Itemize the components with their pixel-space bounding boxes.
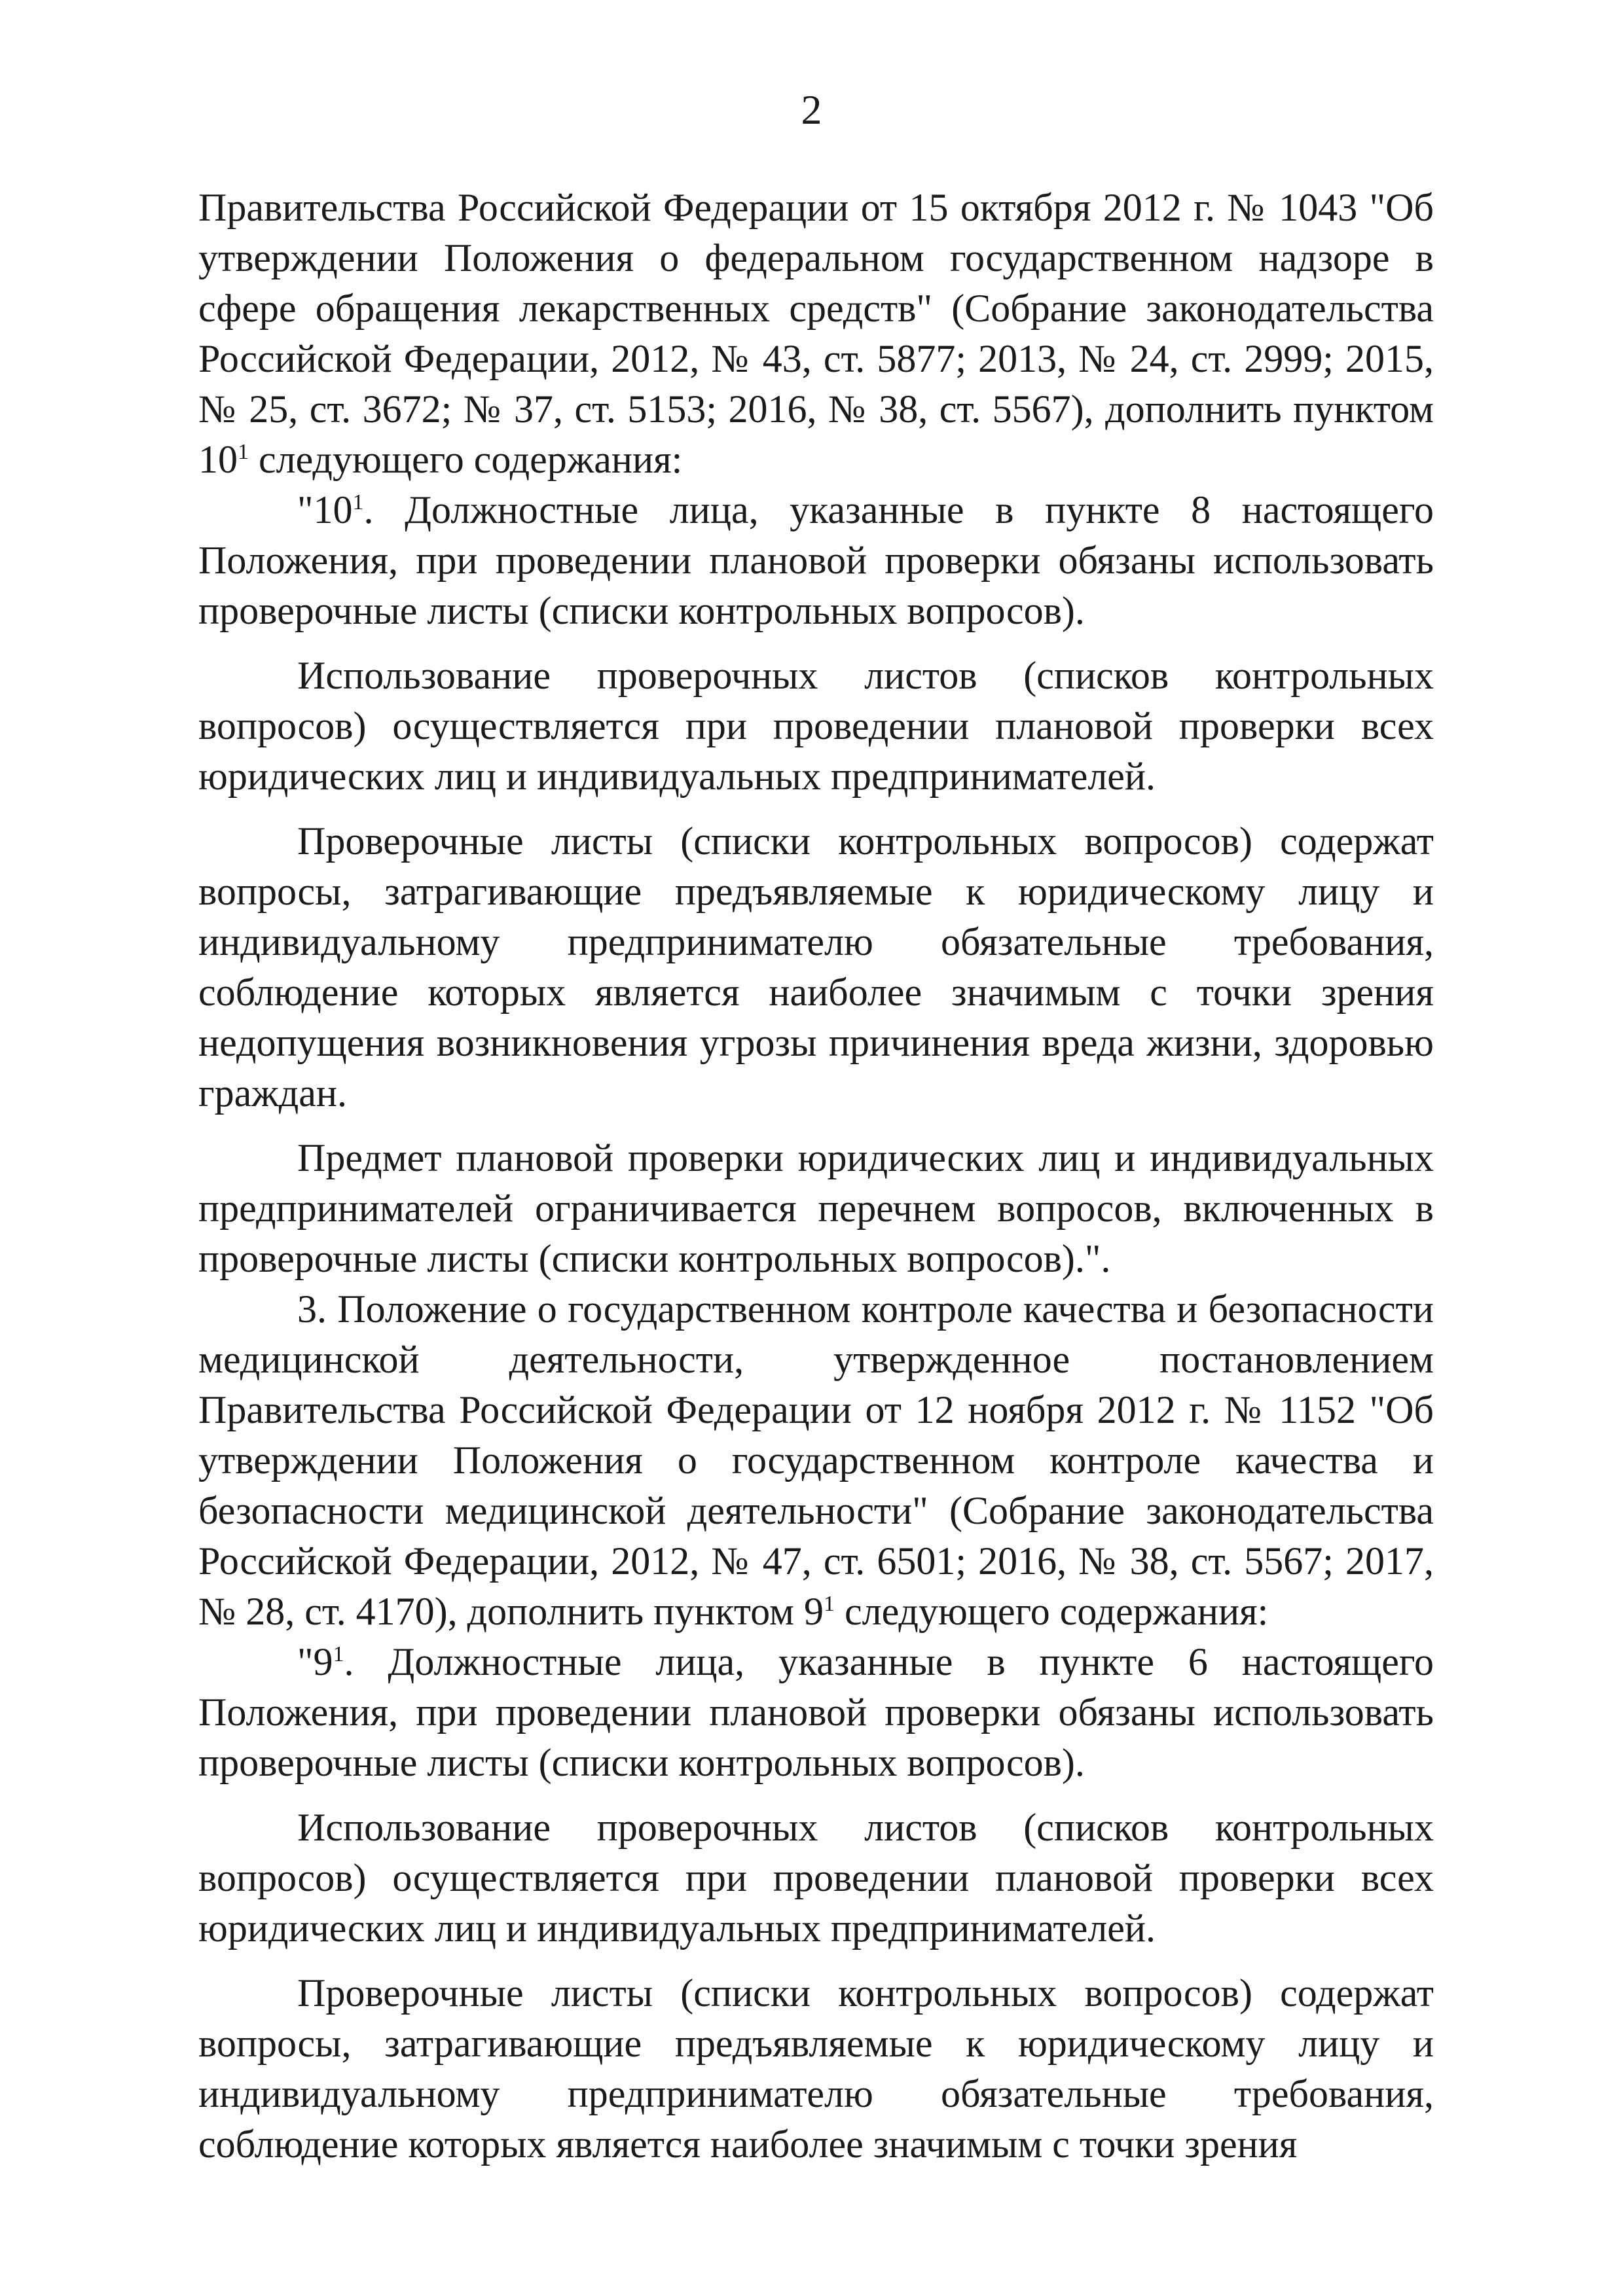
page-number: 2 <box>801 86 822 133</box>
superscript: 1 <box>333 1642 344 1666</box>
paragraph-checklists-content-1: Проверочные листы (списки контрольных вопросов) содержат вопросы, затрагивающие предъявляемые к юридическому лицу и индивидуальному предпринимателю обязательные требования, соблюдение которых является наиболее значимым с точки зрения недопущения возникновения угрозы причинения вреда жизни, здоровью граждан. <box>198 819 1434 1115</box>
paragraph-point-9-1: "$9^1$. Должностные лица, указанные в пункте 6 настоящего Положения, при проведении плановой проверки обязаны использовать проверочные листы (списки контрольных вопросов). <box>198 1640 1434 1784</box>
paragraph-item-3: 3. Положение о государственном контроле качества и безопасности медицинской деятельности, утвержденное постановлением Правительства Российской Федерации от 12 ноября 2012 г. № 1152 "Об утверждении Положения о государственном контроле качества и безопасности медицинской деятельности" (Собрание законодательства Российской Федерации, 2012, № 47, ст. 6501; 2016, № 38, ст. 5567; 2017, № 28, ст. 4170), дополнить пунктом $9^1$ следующего содержания: <box>198 1287 1434 1633</box>
paragraph-usage-2: Использование проверочных листов (списков контрольных вопросов) осуществляется при проведении плановой проверки всех юридических лиц и индивидуальных предпринимателей. <box>198 1806 1434 1950</box>
paragraph-intro-continuation: Правительства Российской Федерации от 15 октября 2012 г. № 1043 "Об утверждении Положения о федеральном государственном надзоре в сфере обращения лекарственных средств" (Собрание законодательства Российской Федерации, 2012, № 43, ст. 5877; 2013, № 24, ст. 2999; 2015, № 25, ст. 3672; № 37, ст. 5153; 2016, № 38, ст. 5567), дополнить пунктом $10^1$ следующего содержания: <box>198 186 1434 481</box>
superscript: 1 <box>352 490 364 514</box>
paragraph-usage-1: Использование проверочных листов (списков контрольных вопросов) осуществляется при проведении плановой проверки всех юридических лиц и индивидуальных предпринимателей. <box>198 654 1434 798</box>
paragraph-checklists-content-2: Проверочные листы (списки контрольных вопросов) содержат вопросы, затрагивающие предъявляемые к юридическому лицу и индивидуальному предпринимателю обязательные требования, соблюдение которых является наиболее значимым с точки зрения <box>198 1971 1434 2166</box>
paragraph-inspection-subject: Предмет плановой проверки юридических лиц и индивидуальных предпринимателей ограничивается перечнем вопросов, включенных в проверочные листы (списки контрольных вопросов).". <box>198 1136 1434 1280</box>
paragraph-point-10-1: "$10^1$. Должностные лица, указанные в пункте 8 настоящего Положения, при проведении плановой проверки обязаны использовать проверочные листы (списки контрольных вопросов). <box>198 488 1434 632</box>
document-body <box>198 183 1434 2170</box>
superscript: 1 <box>238 440 249 464</box>
superscript: 1 <box>824 1592 835 1616</box>
